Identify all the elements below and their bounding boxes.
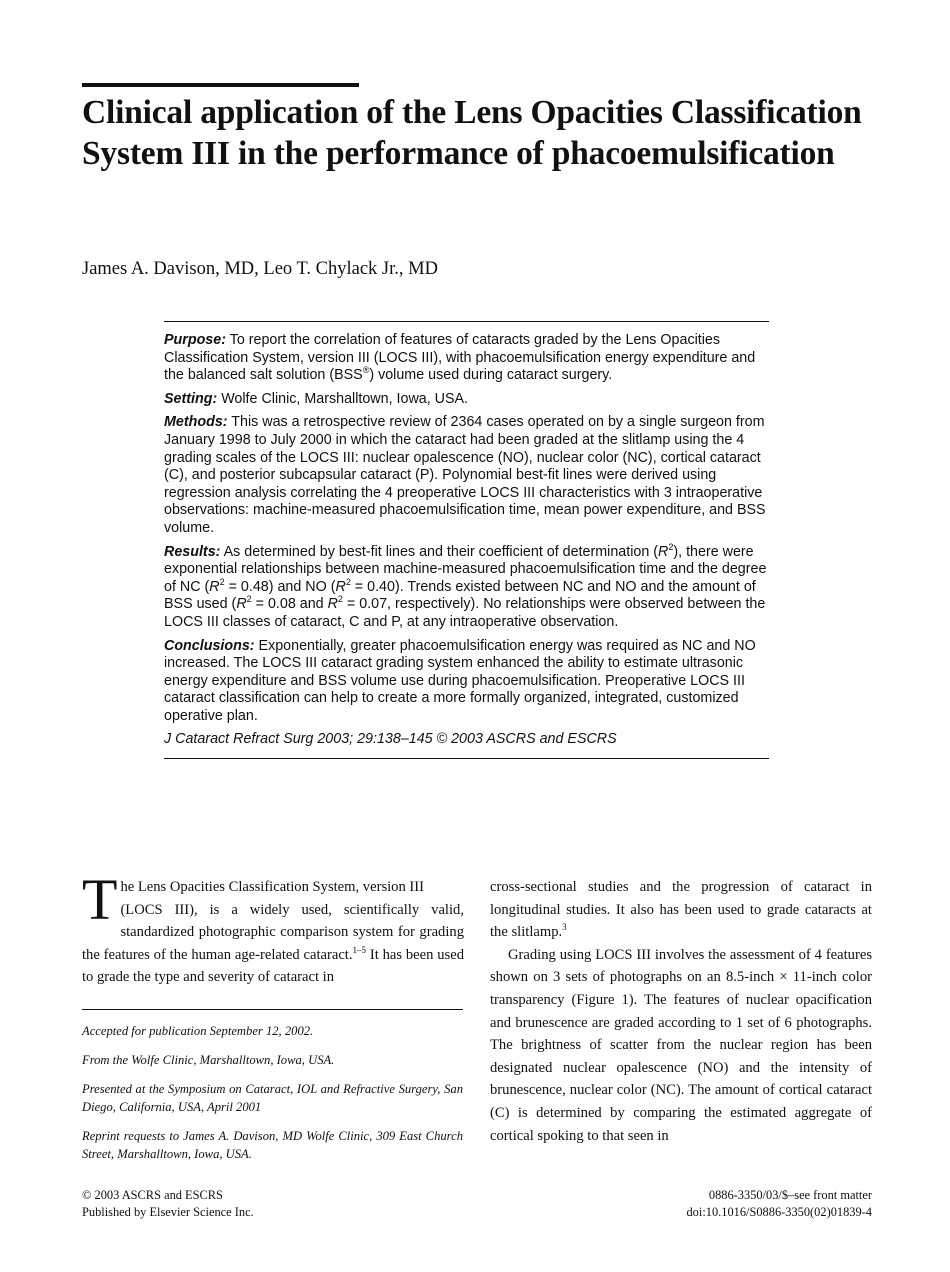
abstract-setting bbox=[164, 391, 769, 409]
purpose-text-end: ) volume used during cataract surgery. bbox=[369, 367, 613, 384]
footnotes bbox=[82, 1022, 463, 1174]
footer-doi: doi:10.1016/S0886-3350(02)01839-4 bbox=[686, 1205, 872, 1219]
r-squared-exp: 2 bbox=[345, 576, 351, 587]
r-squared-exp: 2 bbox=[219, 576, 225, 587]
abstract-box bbox=[164, 321, 769, 759]
purpose-label: Purpose: bbox=[164, 332, 226, 348]
reference-superscript: 1–5 bbox=[352, 944, 367, 955]
methods-label: Methods: bbox=[164, 414, 228, 431]
r-symbol: R bbox=[209, 578, 220, 595]
footnote-reprint: Reprint requests to James A. Davison, MD Wolfe Clinic, 309 East Church Street, Marshalltown, Iowa, USA. bbox=[82, 1129, 463, 1161]
intro-text-end: It has been used to grade the type and severity of cataract in bbox=[82, 946, 465, 986]
footnote-rule bbox=[82, 1009, 463, 1010]
r-squared-exp: 2 bbox=[337, 594, 343, 605]
footer-issn: 0886-3350/03/$–see front matter bbox=[708, 1188, 872, 1202]
title-top-rule bbox=[82, 83, 359, 87]
conclusions-text: Exponentially, greater phacoemulsification energy was required as NC and NO increased. The LOCS III cataract grading system enhanced the ability to estimate ultrasonic energy expenditure and BSS volume use during phacoemulsification. Preoperative LOCS III cataract classification can help to create a more formally organized, integrated, customized operative plan. bbox=[164, 637, 756, 724]
right-paragraph-1 bbox=[490, 876, 872, 944]
body-column-left bbox=[82, 867, 465, 989]
abstract-results bbox=[164, 541, 769, 632]
intro-first-line: he Lens Opacities Classification System, version III bbox=[120, 879, 424, 895]
results-text-1: As determined by best-fit lines and their coefficient of determination ( bbox=[220, 543, 659, 560]
footer-right bbox=[512, 1187, 872, 1221]
results-text-6: = 0.07, respectively). No relationships were observed between the LOCS III classes of cataract, C and P, at any intraoperative observation. bbox=[164, 596, 766, 630]
right-paragraph-1-text: cross-sectional studies and the progression of cataract in longitudinal studies. It also has been used to grade cataracts at the slitlamp. bbox=[490, 879, 872, 941]
article-title: Clinical application of the Lens Opacities Classification System III in the performance of phacoemulsification bbox=[82, 94, 862, 172]
r-symbol: R bbox=[327, 596, 338, 613]
r-symbol: R bbox=[335, 578, 346, 595]
abstract-purpose bbox=[164, 332, 769, 385]
results-text-3: = 0.48) and NO ( bbox=[224, 578, 336, 595]
body-column-right bbox=[490, 876, 872, 1147]
right-paragraph-2: Grading using LOCS III involves the assessment of 4 features shown on 3 sets of photographs on an 8.5-inch × 11-inch color transparency (Figure 1). The features of nuclear opacification and brunescence are graded according to 1 set of 6 photographs. The brightness of scatter from the nuclear region has been designated nuclear opalescence (NO) and the intensity of brunescence, nuclear color (NC). The amount of cortical cataract (C) is determined by comparing the estimated aggregate of cortical spoking to that seen in bbox=[490, 946, 872, 1144]
abstract-conclusions bbox=[164, 638, 769, 726]
r-squared-exp: 2 bbox=[246, 594, 252, 605]
footer-left bbox=[82, 1187, 442, 1221]
footnote-presented: Presented at the Symposium on Cataract, IOL and Refractive Surgery, San Diego, California, USA, April 2001 bbox=[82, 1082, 463, 1114]
r-symbol: R bbox=[658, 543, 669, 560]
journal-citation: J Cataract Refract Surg 2003; 29:138–145 © 2003 ASCRS and ESCRS bbox=[164, 731, 617, 748]
author-list: James A. Davison, MD, Leo T. Chylack Jr., MD bbox=[82, 259, 438, 279]
intro-paragraph bbox=[82, 867, 465, 989]
r-squared-exp: 2 bbox=[668, 541, 674, 552]
results-text-5: = 0.08 and bbox=[251, 596, 328, 613]
results-label: Results: bbox=[164, 543, 221, 560]
r-symbol: R bbox=[236, 596, 247, 613]
results-text-4: = 0.40). Trends existed between NC and NO and the amount of BSS used ( bbox=[164, 578, 756, 613]
footer-publisher: Published by Elsevier Science Inc. bbox=[82, 1205, 254, 1219]
abstract-methods bbox=[164, 414, 769, 537]
intro-text: (LOCS III), is a widely used, scientifically valid, standardized photographic comparison system for grading the features of the human age-related cataract. bbox=[82, 901, 464, 963]
setting-text: Wolfe Clinic, Marshalltown, Iowa, USA. bbox=[217, 390, 469, 407]
results-text-2: ), there were exponential relationships between machine-measured phacoemulsification time and the degree of NC ( bbox=[164, 543, 767, 595]
methods-text: This was a retrospective review of 2364 cases operated on by a single surgeon from January 1998 to July 2000 in which the cataract had been graded at the slitlamp using the 4 grading scales of the LOCS III: nuclear opalescence (NO), nuclear color (NC), cortical cataract (C), and posterior subcapsular cataract (P). Polynomial best-fit lines were derived using regression analysis correlating the 4 preoperative LOCS III characteristics with 3 intraoperative observations: machine-measured phacoemulsification time, mean power expenditure, and BSS volume. bbox=[164, 414, 766, 536]
footnote-accepted: Accepted for publication September 12, 2002. bbox=[82, 1024, 314, 1038]
conclusions-label: Conclusions: bbox=[164, 637, 255, 654]
purpose-text: To report the correlation of features of cataracts graded by the Lens Opacities Classification System, version III (LOCS III), with phacoemulsification energy expenditure and the balanced salt solution (BSS bbox=[164, 332, 756, 384]
reference-superscript: 3 bbox=[562, 922, 567, 933]
footnote-affiliation: From the Wolfe Clinic, Marshalltown, Iowa, USA. bbox=[82, 1053, 335, 1067]
drop-cap: T bbox=[82, 867, 118, 932]
registered-mark: ® bbox=[362, 365, 370, 376]
setting-label: Setting: bbox=[164, 390, 218, 407]
footer-copyright: © 2003 ASCRS and ESCRS bbox=[82, 1188, 223, 1202]
